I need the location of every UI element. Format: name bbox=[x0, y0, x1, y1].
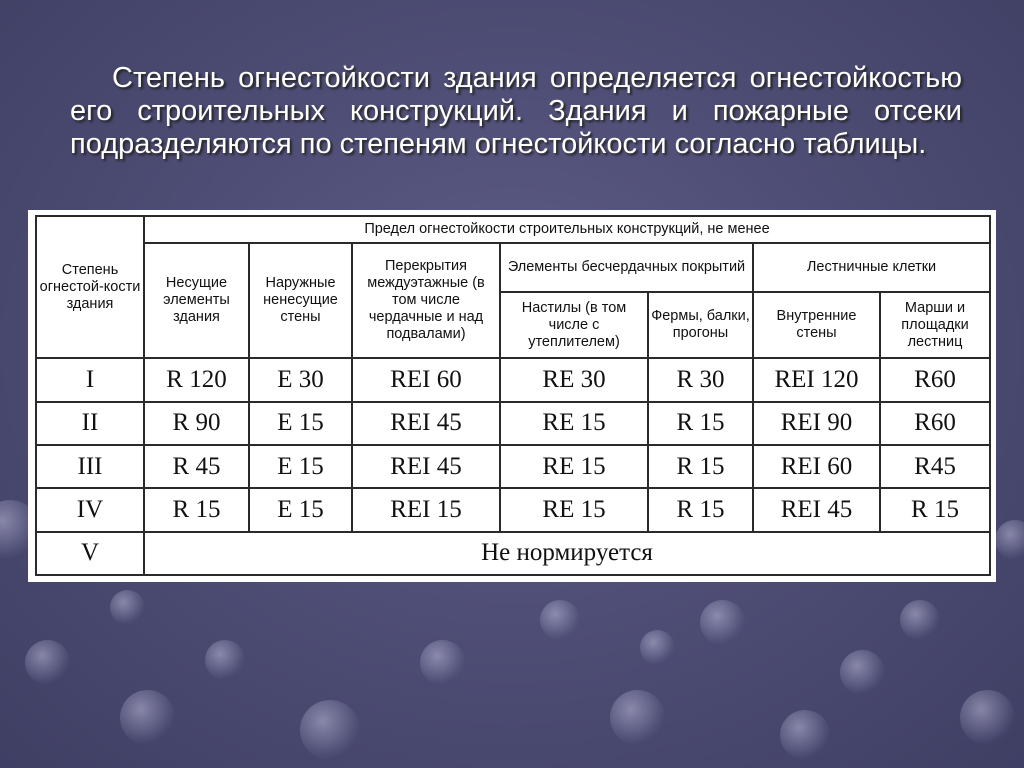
table-row bbox=[36, 532, 990, 575]
table-row bbox=[36, 488, 990, 531]
col-header-stairs-group: Лестничные клетки bbox=[753, 243, 990, 293]
decorative-bubble bbox=[995, 520, 1024, 560]
value-cell: R45 bbox=[880, 445, 990, 488]
value-cell: REI 120 bbox=[753, 358, 880, 401]
value-cell: R60 bbox=[880, 402, 990, 445]
decorative-bubble bbox=[610, 690, 665, 745]
degree-cell: IV bbox=[36, 488, 144, 531]
fire-resistance-table-panel bbox=[28, 210, 996, 582]
group-header: Предел огнестойкости строительных конструкций, не менее bbox=[144, 216, 990, 243]
decorative-bubble bbox=[25, 640, 70, 685]
value-cell: R 45 bbox=[144, 445, 249, 488]
value-cell: R 15 bbox=[648, 445, 753, 488]
decorative-bubble bbox=[900, 600, 940, 640]
decorative-bubble bbox=[300, 700, 360, 760]
value-cell: R 15 bbox=[648, 402, 753, 445]
value-cell: REI 60 bbox=[352, 358, 500, 401]
fire-resistance-table bbox=[35, 215, 991, 576]
col-header-roof-decking: Настилы (в том числе с утеплителем) bbox=[500, 292, 648, 358]
decorative-bubble bbox=[540, 600, 580, 640]
value-cell: R 15 bbox=[144, 488, 249, 531]
value-cell: E 15 bbox=[249, 402, 352, 445]
value-cell: R 120 bbox=[144, 358, 249, 401]
col-header-roof-group: Элементы бесчердачных покрытий bbox=[500, 243, 753, 293]
value-cell: R 15 bbox=[648, 488, 753, 531]
col-header-load-bearing: Несущие элементы здания bbox=[144, 243, 249, 359]
value-cell: RE 15 bbox=[500, 402, 648, 445]
value-cell: RE 30 bbox=[500, 358, 648, 401]
value-cell: R 90 bbox=[144, 402, 249, 445]
degree-cell: III bbox=[36, 445, 144, 488]
value-cell: R 15 bbox=[880, 488, 990, 531]
decorative-bubble bbox=[110, 590, 145, 625]
value-cell: E 15 bbox=[249, 445, 352, 488]
decorative-bubble bbox=[205, 640, 245, 680]
value-cell: REI 90 bbox=[753, 402, 880, 445]
value-cell: R 30 bbox=[648, 358, 753, 401]
col-header-stairs-flights: Марши и площадки лестниц bbox=[880, 292, 990, 358]
degree-cell: V bbox=[36, 532, 144, 575]
value-cell: REI 60 bbox=[753, 445, 880, 488]
intro-paragraph: Степень огнестойкости здания определяется огнестойкостью его строительных конструкций. Здания и пожарные отсеки подразделяются по степеням огнестойкости согласно таблицы. bbox=[70, 62, 962, 160]
value-cell: RE 15 bbox=[500, 488, 648, 531]
col-header-floors: Перекрытия междуэтажные (в том числе чердачные и над подвалами) bbox=[352, 243, 500, 359]
col-header-stairs-inner-walls: Внутренние стены bbox=[753, 292, 880, 358]
decorative-bubble bbox=[700, 600, 745, 645]
value-cell: REI 45 bbox=[352, 402, 500, 445]
table-row bbox=[36, 445, 990, 488]
value-cell: E 30 bbox=[249, 358, 352, 401]
decorative-bubble bbox=[960, 690, 1015, 745]
col-header-external-walls: Наружные ненесущие стены bbox=[249, 243, 352, 359]
col-header-roof-trusses: Фермы, балки, прогоны bbox=[648, 292, 753, 358]
not-regulated-cell: Не нормируется bbox=[144, 532, 990, 575]
value-cell: E 15 bbox=[249, 488, 352, 531]
table-row bbox=[36, 402, 990, 445]
value-cell: R60 bbox=[880, 358, 990, 401]
degree-cell: II bbox=[36, 402, 144, 445]
decorative-bubble bbox=[780, 710, 830, 760]
degree-cell: I bbox=[36, 358, 144, 401]
degree-header: Степень огнестой-кости здания bbox=[36, 216, 144, 358]
value-cell: REI 45 bbox=[753, 488, 880, 531]
value-cell: REI 15 bbox=[352, 488, 500, 531]
decorative-bubble bbox=[640, 630, 675, 665]
table-row bbox=[36, 358, 990, 401]
value-cell: RE 15 bbox=[500, 445, 648, 488]
decorative-bubble bbox=[420, 640, 465, 685]
decorative-bubble bbox=[840, 650, 885, 695]
decorative-bubble bbox=[120, 690, 175, 745]
value-cell: REI 45 bbox=[352, 445, 500, 488]
